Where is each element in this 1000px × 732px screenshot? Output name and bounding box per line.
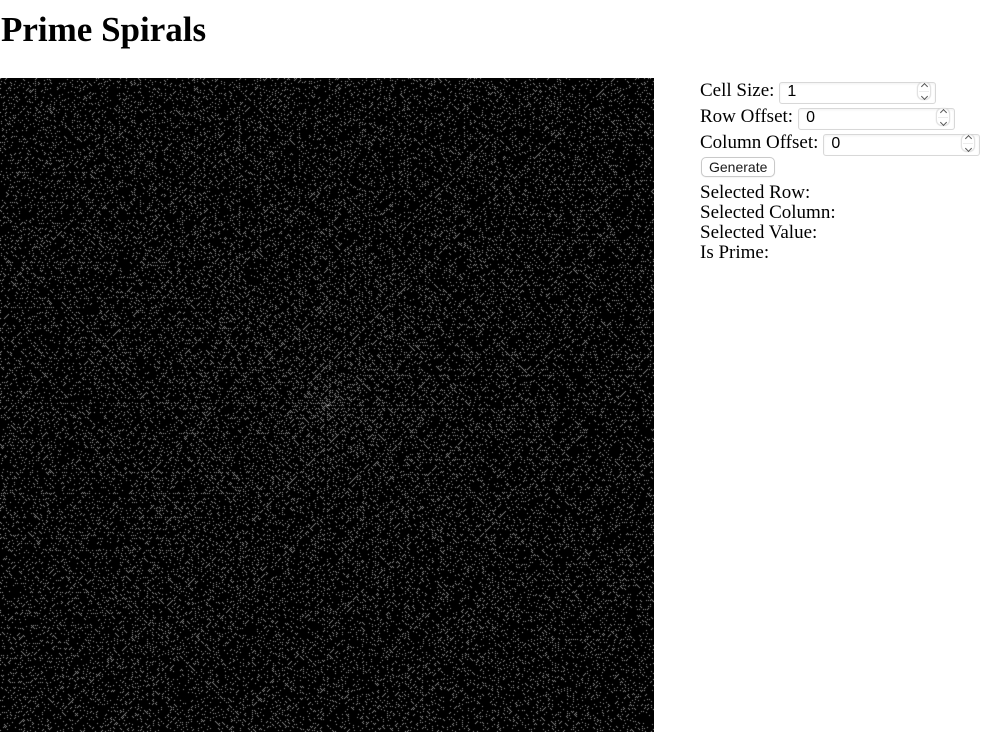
selected-value-text: Selected Value: <box>700 222 818 243</box>
column-offset-field-wrap <box>823 132 980 154</box>
stepper-up-icon[interactable] <box>940 108 947 115</box>
stepper-up-icon[interactable] <box>965 134 972 141</box>
stepper-down-icon[interactable] <box>940 118 947 125</box>
selected-row-text: Selected Row: <box>700 182 811 203</box>
cell-size-stepper[interactable] <box>917 82 931 100</box>
cell-size-label: Cell Size: <box>700 80 775 101</box>
row-offset-input[interactable] <box>798 108 955 130</box>
stepper-divider <box>963 143 973 144</box>
row-offset-label: Row Offset: <box>700 106 794 127</box>
is-prime-text: Is Prime: <box>700 242 770 263</box>
column-offset-stepper[interactable] <box>961 134 975 152</box>
prime-spiral-canvas[interactable] <box>0 78 654 732</box>
column-offset-label: Column Offset: <box>700 132 819 153</box>
row-offset-field-wrap <box>798 106 955 128</box>
column-offset-row <box>700 130 995 156</box>
cell-size-row <box>700 78 995 104</box>
stepper-up-icon[interactable] <box>921 82 928 89</box>
cell-size-input[interactable] <box>779 82 936 104</box>
selected-column-text: Selected Column: <box>700 202 836 223</box>
stepper-divider <box>919 91 929 92</box>
cell-size-field-wrap <box>779 80 936 102</box>
row-offset-stepper[interactable] <box>936 108 950 126</box>
page-title: Prime Spirals <box>1 10 207 49</box>
stepper-down-icon[interactable] <box>921 92 928 99</box>
row-offset-row <box>700 104 995 130</box>
generate-button[interactable]: Generate <box>701 157 775 177</box>
column-offset-input[interactable] <box>823 134 980 156</box>
stepper-down-icon[interactable] <box>965 144 972 151</box>
controls-panel <box>700 78 995 263</box>
stepper-divider <box>938 117 948 118</box>
selection-info <box>700 183 995 263</box>
